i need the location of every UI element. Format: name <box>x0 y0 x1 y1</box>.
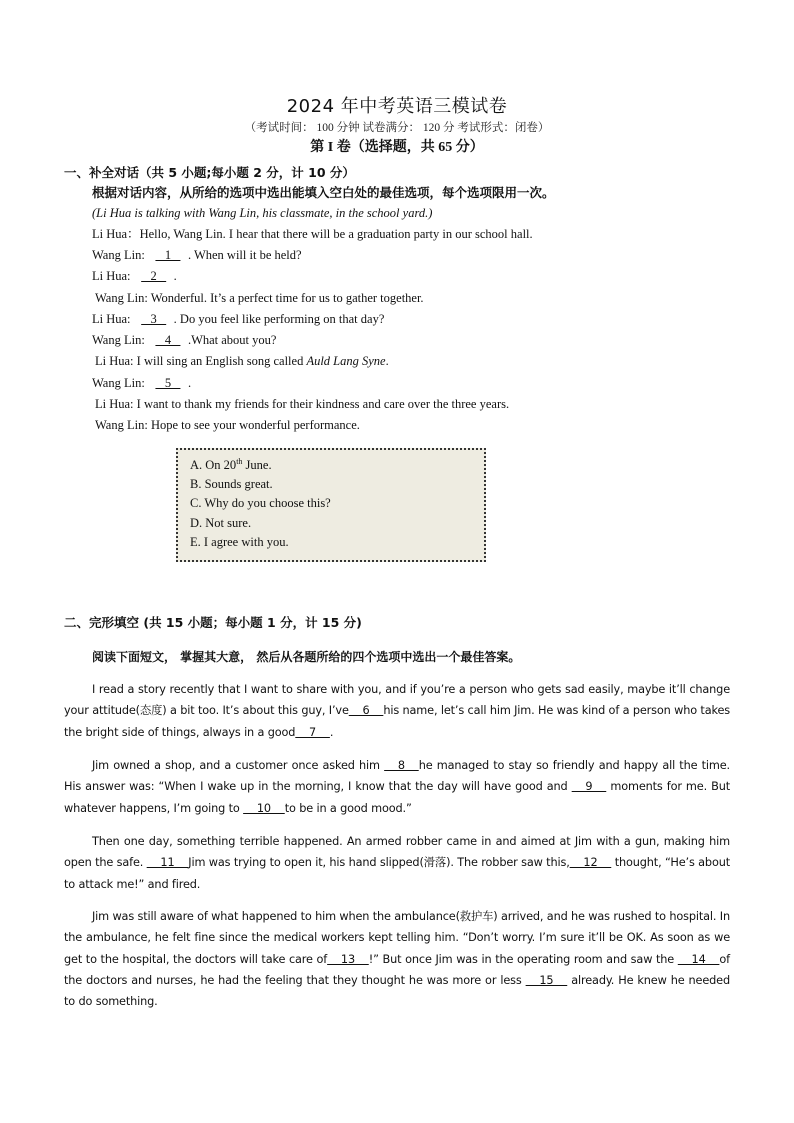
speaker-name: Wang Lin: <box>92 376 148 390</box>
dialogue-text: . <box>173 269 177 283</box>
cloze-blank: 8 <box>384 759 419 772</box>
options-box <box>176 448 486 562</box>
speaker-name: Wang Lin: <box>95 418 151 432</box>
dialogue-line <box>95 417 360 433</box>
cloze-blank: 13 <box>327 952 369 966</box>
dialogue-text: . Do you feel like performing on that day? <box>173 312 385 326</box>
dialogue-line <box>92 375 191 391</box>
dialogue-text: Wonderful. It’s a perfect time for us to gather together. <box>150 291 424 305</box>
exam-title: 2024 年中考英语三模试卷 <box>286 96 508 117</box>
speaker-name: Wang Lin: <box>92 333 148 347</box>
dialogue-text: . When will it be held? <box>187 248 302 262</box>
cloze-blank: 7 <box>295 725 330 739</box>
cloze-paragraph <box>64 679 730 743</box>
cloze-blank: 11 <box>146 856 189 870</box>
speaker-name: Li Hua: <box>92 312 134 326</box>
option-text: E. I agree with you. <box>190 535 289 549</box>
dialogue-line <box>92 268 177 284</box>
answer-blank: 1 <box>155 248 181 262</box>
dialogue-text: Hope to see your wonderful performance. <box>150 418 360 432</box>
exam-subtitle: （考试时间： 100 分钟 试卷满分： 120 分 考试形式：闭卷） <box>244 122 550 134</box>
dialogue-line <box>92 311 384 327</box>
dialogue-line <box>92 247 302 263</box>
answer-blank: 3 <box>141 312 167 326</box>
section1-heading: 一、补全对话（共 5 小题;每小题 2 分，计 10 分） <box>64 165 355 180</box>
passage-text: Jim was trying to open it, his hand slipped(滑落). The robber saw this, <box>188 856 570 870</box>
passage-text: his name, let’s call him Jim. He was kind of a person who takes the bright side of things, always in a good <box>64 704 731 739</box>
cloze-blank: 14 <box>677 952 720 966</box>
passage-text: of the doctors and nurses, he had the feeling that they thought he was more or less <box>64 952 730 987</box>
section1-instruction: 根据对话内容，从所给的选项中选出能填入空白处的最佳选项，每个选项限用一次。 <box>92 185 555 200</box>
passage-text: thought, “He’s about to attack me!” and fired. <box>64 856 730 891</box>
passage-text: he managed to stay so friendly and happy all the time. His answer was: “When I wake up in the morning, I know that the day will have good and <box>64 759 730 794</box>
option-item <box>190 516 251 531</box>
passage-text: Then one day, something terrible happened. An armed robber came in and aimed at Jim with a gun, making him open the safe. <box>64 835 730 870</box>
cloze-blank: 10 <box>243 801 285 815</box>
dialogue-text: I will sing an English song called <box>136 354 307 368</box>
dialogue-text: Hello, Wang Lin. I hear that there will be a graduation party in our school hall. <box>139 227 533 241</box>
answer-blank: 2 <box>141 269 167 283</box>
option-text: B. Sounds great. <box>190 476 273 491</box>
cloze-paragraph <box>64 906 730 1012</box>
passage-text: Jim owned a shop, and a customer once asked him <box>92 759 385 772</box>
cloze-blank: 12 <box>569 856 612 870</box>
cloze-blank: 6 <box>348 704 384 718</box>
speaker-name: Wang Lin: <box>95 291 151 305</box>
section2-instruction: 阅读下面短文， 掌握其大意， 然后从各题所给的四个选项中选出一个最佳答案。 <box>92 650 521 664</box>
passage-text: to be in a good mood.” <box>284 801 412 815</box>
option-item <box>190 496 331 511</box>
passage-text: already. He knew he needed to do something. <box>64 973 730 1009</box>
volume-heading: 第 I 卷（选择题，共 65 分） <box>310 140 484 155</box>
passage-text: !” But once Jim was in the operating room and saw the <box>368 952 678 966</box>
passage-text: moments for me. But whatever happens, I’m going to <box>64 780 730 815</box>
option-text: June. <box>242 458 272 473</box>
dialogue-text: .What about you? <box>187 333 277 347</box>
passage-text: Jim was still aware of what happened to him when the ambulance(救护车) arrived, and he was rushed to hospital. In the ambulance, he felt fine since the medical workers kept telling him. “Don’t worry. I’m sure it’ll be OK. As soon as we get to the hospital, the doctors will take care of <box>64 910 730 966</box>
speaker-name: Li Hua: <box>95 354 137 368</box>
dialogue-line <box>95 396 509 412</box>
answer-blank: 5 <box>155 376 181 390</box>
option-text: A. On 20 <box>190 458 237 473</box>
answer-blank: 4 <box>155 333 181 347</box>
speaker-name: Li Hua: <box>95 397 137 411</box>
speaker-name: Li Hua: <box>92 269 134 283</box>
option-text: D. Not sure. <box>190 515 252 530</box>
dialogue-line <box>92 226 533 242</box>
option-item <box>190 457 272 473</box>
cloze-blank: 9 <box>571 780 607 794</box>
cloze-paragraph <box>64 755 730 819</box>
dialogue-line <box>92 332 276 348</box>
passage-text: I read a story recently that I want to share with you, and if you’re a person who gets sad easily, maybe it’ll change your attitude(态度) a bit too. It’s about this guy, I’ve <box>64 683 730 718</box>
speaker-name: Wang Lin: <box>92 248 148 262</box>
option-item <box>190 535 289 550</box>
dialogue-text: . <box>385 354 389 368</box>
option-item <box>190 477 273 492</box>
dialogue-text: I want to thank my friends for their kindness and care over the three years. <box>136 397 510 411</box>
dialogue-text: . <box>187 376 192 390</box>
cloze-paragraph <box>64 831 730 895</box>
option-text: C. Why do you choose this? <box>190 496 331 510</box>
passage-text: . <box>329 725 334 739</box>
dialogue-scene: (Li Hua is talking with Wang Lin, his classmate, in the school yard.) <box>92 206 433 220</box>
song-title: Auld Lang Syne <box>306 354 386 368</box>
dialogue-line <box>95 290 424 306</box>
speaker-name: Li Hua： <box>92 227 140 241</box>
option-superscript: th <box>236 457 243 466</box>
dialogue-line <box>95 353 389 369</box>
cloze-blank: 15 <box>525 973 568 987</box>
section2-heading: 二、完形填空 (共 15 小题；每小题 1 分，计 15 分) <box>64 615 362 630</box>
